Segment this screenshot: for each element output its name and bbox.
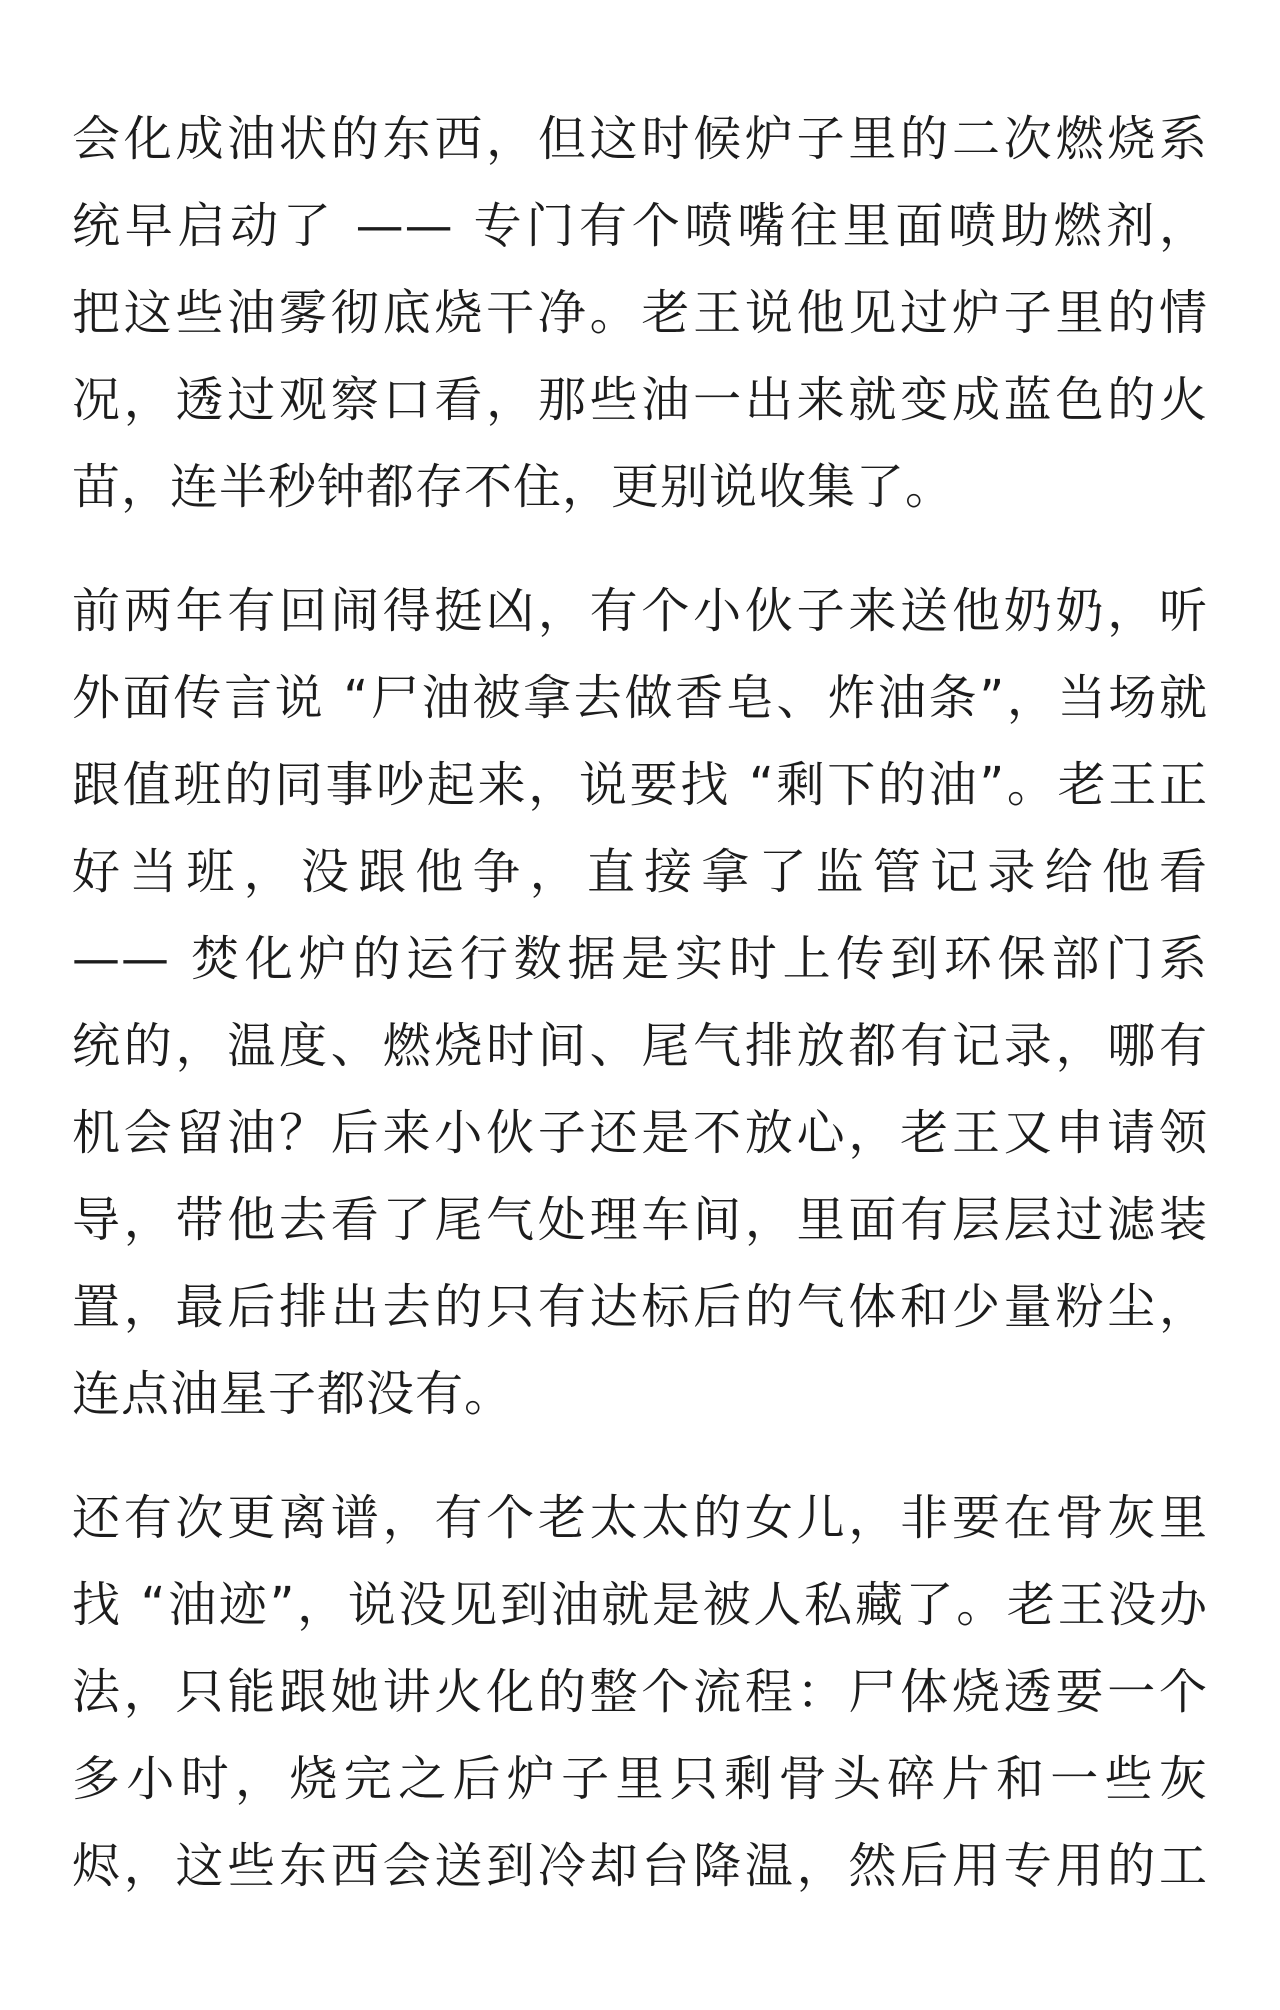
text-line: 法，只能跟她讲火化的整个流程：尸体烧透要一个	[72, 1664, 1208, 1720]
text-line: 外面传言说 “尸油被拿去做香皂、炸油条”，当场就	[72, 670, 1208, 726]
text-line: 跟值班的同事吵起来，说要找 “剩下的油”。老王正	[72, 757, 1208, 813]
text-line: 好当班，没跟他争，直接拿了监管记录给他看	[72, 844, 1208, 900]
text-line: 置，最后排出去的只有达标后的气体和少量粉尘，	[72, 1279, 1208, 1335]
text-line: 把这些油雾彻底烧干净。老王说他见过炉子里的情	[72, 285, 1208, 341]
text-line: 烬，这些东西会送到冷却台降温，然后用专用的工	[72, 1838, 1208, 1894]
text-line: 况，透过观察口看，那些油一出来就变成蓝色的火	[72, 372, 1208, 428]
article-body	[72, 96, 1208, 1947]
paragraph-3	[72, 1475, 1208, 1910]
text-line: 连点油星子都没有。	[72, 1366, 514, 1422]
paragraph-1	[72, 96, 1208, 531]
text-line: 会化成油状的东西，但这时候炉子里的二次燃烧系	[72, 111, 1208, 167]
text-line: 多小时，烧完之后炉子里只剩骨头碎片和一些灰	[72, 1751, 1208, 1807]
text-line: 还有次更离谱，有个老太太的女儿，非要在骨灰里	[72, 1490, 1208, 1546]
paragraph-2	[72, 568, 1208, 1438]
text-line: 找 “油迹”，说没见到油就是被人私藏了。老王没办	[72, 1577, 1208, 1633]
text-line: 导，带他去看了尾气处理车间，里面有层层过滤装	[72, 1192, 1208, 1248]
text-line: —— 焚化炉的运行数据是实时上传到环保部门系	[72, 931, 1208, 987]
text-line: 统的，温度、燃烧时间、尾气排放都有记录，哪有	[72, 1018, 1208, 1074]
text-line: 前两年有回闹得挺凶，有个小伙子来送他奶奶，听	[72, 583, 1208, 639]
text-line: 苗，连半秒钟都存不住，更别说收集了。	[72, 459, 955, 515]
text-line: 统早启动了 —— 专门有个喷嘴往里面喷助燃剂，	[72, 198, 1208, 254]
text-line: 机会留油？后来小伙子还是不放心，老王又申请领	[72, 1105, 1208, 1161]
